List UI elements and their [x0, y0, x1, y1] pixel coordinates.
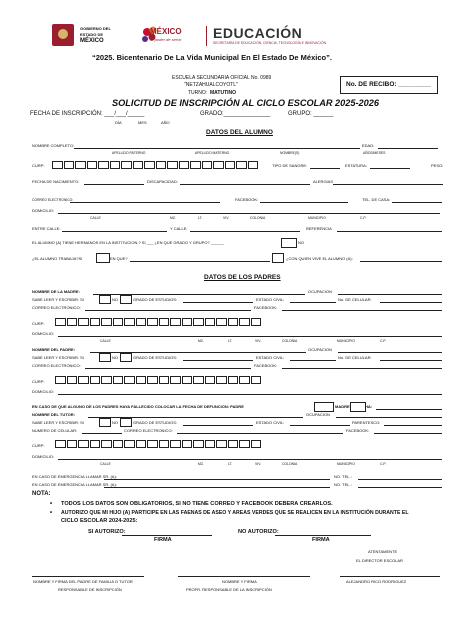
firma-si-label: FIRMA: [154, 537, 172, 543]
tutor-civil-line[interactable]: [290, 425, 350, 426]
turno-label: TURNO:: [188, 90, 208, 96]
madre-addr-municipio: MUNICIPIO: [337, 339, 355, 343]
sub-nombres: NOMBRE(S): [280, 151, 300, 155]
nombre-label: NOMBRE COMPLETO:: [32, 143, 75, 148]
curp-cells[interactable]: [52, 161, 259, 169]
nota-item-2-line1: AUTORIZO QUE MI HIJO (A) PARTICIPE EN LAS FAENAS DE ASEO Y AREAS VERDES QUE SE REALICEN EN LA INSTITUCIÓN DURANTE EL: [61, 510, 409, 516]
tutor-label: NOMBRE DEL TUTOR:: [32, 412, 75, 417]
school-quoted: "NETZAHUALCOYOTL": [184, 82, 238, 88]
fallecido-madre-label: MADRE: [335, 404, 350, 409]
sig2-label-1: NOMBRE Y FIRMA: [222, 579, 257, 584]
sig2-line[interactable]: [178, 576, 310, 577]
tutor-curp-cells[interactable]: [55, 440, 262, 448]
addr-calle: CALLE: [90, 216, 101, 220]
madre-addr-mz: MZ.: [198, 339, 204, 343]
referencia-label: REFERENCIA: [306, 226, 332, 231]
facebook-line[interactable]: [260, 202, 348, 203]
trabaja-si-box[interactable]: [96, 253, 110, 263]
madre-addr-colonia: COLONIA: [282, 339, 298, 343]
sangre-label: TIPO DE SANGRE:: [272, 163, 308, 168]
madre-grado-label: GRADO DE ESTUDIOS:: [133, 297, 178, 302]
tutor-addr-municipio: MUNICIPIO: [337, 462, 355, 466]
padre-correo-line[interactable]: [85, 368, 251, 369]
tutor-ocupacion-line[interactable]: [336, 417, 442, 418]
nombre-line[interactable]: [74, 148, 360, 149]
recibo-label: No. DE RECIBO: _________: [346, 81, 431, 88]
madre-leer-no-box[interactable]: [120, 295, 132, 304]
hermanos-question: EL ALUMNO (A) TIENE HERMANOS EN LA INSTITUCION ? SI ___ ¿EN QUE GRADO Y GRUPO? ______: [32, 240, 225, 245]
entre-line[interactable]: [62, 231, 167, 232]
tutor-grado-line[interactable]: [183, 425, 253, 426]
alergias-label: ALERGIAS: [313, 179, 334, 184]
padre-leer-no-box[interactable]: [120, 353, 132, 362]
sig1-label-1: NOMBRE Y FIRMA DEL PADRE DE FAMILIA O TUTOR: [33, 579, 133, 584]
si-autorizo-line[interactable]: [122, 535, 212, 536]
tel-casa-label: TEL. DE CASA:: [362, 197, 391, 202]
padre-curp-label: CURP:: [32, 379, 45, 384]
padre-grado-label: GRADO DE ESTUDIOS:: [133, 355, 178, 360]
nota-bullet-1: •: [50, 501, 53, 507]
sangre-line[interactable]: [310, 168, 340, 169]
padre-domicilio-line[interactable]: [58, 394, 442, 395]
edad-line[interactable]: [378, 148, 438, 149]
tutor-correo-label: CORREO ELECTRONICO:: [124, 428, 173, 433]
emergencia1-tel-line[interactable]: [358, 479, 442, 480]
trabaja-no-box[interactable]: [272, 253, 284, 263]
anio-label: AÑO: [161, 120, 170, 125]
madre-curp-cells[interactable]: [55, 318, 262, 326]
trabaja-question: ¿EL ALUMNO TRABAJA?SI: [32, 256, 83, 261]
madre-curp-label: CURP:: [32, 321, 45, 326]
padre-leer-label: SABE LEER Y ESCRIBIR: SI: [32, 355, 84, 360]
addr-lt: LT.: [198, 216, 203, 220]
discapacidad-label: DISCAPACIDAD:: [147, 179, 178, 184]
nota-bullet-2: •: [50, 510, 53, 516]
school-name: ESCUELA SECUNDARIA OFICIAL No. 0989: [172, 75, 272, 81]
fallecido-ha-line[interactable]: [376, 409, 442, 410]
tutor-leer-si-box[interactable]: [99, 418, 111, 427]
padre-curp-cells[interactable]: [55, 376, 262, 384]
madre-addr-cp: C.P.: [380, 339, 387, 343]
entre-label: ENTRE CALLE:: [32, 226, 61, 231]
y-calle-label: Y CALLE:: [170, 226, 188, 231]
form-title: SOLICITUD DE INSCRIPCIÓN AL CICLO ESCOLAR 2025-2026: [112, 98, 379, 108]
motto: “2025. Bicentenario De La Vida Municipal En El Estado De México”.: [92, 53, 332, 62]
edu-subtitle: SECRETARÍA DE EDUCACIÓN, CIENCIA, TECNOLOGÍA E INNOVACIÓN: [213, 41, 327, 45]
fallecido-padre-box[interactable]: [314, 402, 334, 412]
en-que-label: EN QUE?: [110, 256, 128, 261]
tutor-addr-viv: VIV.: [255, 462, 262, 466]
mexico-logo-text: MÉXICO: [150, 27, 182, 36]
tutor-leer-no-box[interactable]: [120, 418, 132, 427]
alergias-line[interactable]: [333, 184, 443, 185]
madre-grado-line[interactable]: [183, 302, 253, 303]
padre-civil-label: ESTADO CIVIL:: [256, 355, 285, 360]
tutor-ocupacion-label: OCUPACION: [306, 412, 330, 417]
director-label: EL DIRECTOR ESCOLAR: [356, 558, 403, 563]
padre-facebook-label: FACEBOOK:: [254, 363, 278, 368]
madre-facebook-line[interactable]: [282, 310, 442, 311]
padre-domicilio-label: DOMICILIO:: [32, 389, 55, 394]
fallecido-madre-box[interactable]: [350, 402, 366, 412]
nacimiento-line[interactable]: [84, 184, 144, 185]
madre-addr-viv: VIV.: [255, 339, 262, 343]
madre-label: NOMBRE DE LA MADRE:: [32, 289, 80, 294]
con-quien-line[interactable]: [360, 261, 442, 262]
sig3-label: ALEJANDRO RICO RODRIGUEZ: [346, 579, 407, 584]
padre-facebook-line[interactable]: [282, 368, 442, 369]
emergencia1-label: EN CASO DE EMERGENCIA LLAMAR SR. (A):: [32, 474, 117, 479]
madre-correo-label: CORREO ELECTRONICO:: [32, 305, 81, 310]
discapacidad-line[interactable]: [180, 184, 310, 185]
madre-domicilio-label: DOMICILIO:: [32, 331, 55, 336]
tutor-facebook-line[interactable]: [374, 433, 442, 434]
si-autorizo-label: SI AUTORIZO:: [88, 529, 126, 535]
domicilio-label: DOMICILIO:: [32, 208, 55, 213]
tutor-leer-label: SABE LEER Y ESCRIBIR: SI: [32, 420, 84, 425]
padre-leer-si-box[interactable]: [99, 353, 111, 362]
madre-celular-label: No. DE CELULAR:: [338, 297, 372, 302]
tutor-domicilio-label: DOMICILIO:: [32, 454, 55, 459]
tutor-civil-label: ESTADO CIVIL:: [256, 420, 285, 425]
gob-line2: ESTADO DE: [80, 32, 104, 37]
peso-label: PESO:: [431, 163, 444, 168]
fallecido-label: EN CASO DE QUE ALGUNO DE LOS PADRES HAYA FALLECIDO COLOCAR LA FECHA DE DEFUNCION: PADRE: [32, 404, 244, 409]
emergencia2-tel-line[interactable]: [358, 487, 442, 488]
padre-no-label: NO: [112, 355, 118, 360]
curp-label: CURP:: [32, 163, 45, 168]
madre-ocupacion-label: OCUPACION: [308, 289, 332, 294]
sub-materno: APELLIDO MATERNO: [195, 151, 230, 155]
padres-heading: DATOS DE LOS PADRES: [204, 274, 281, 281]
edu-title: EDUCACIÓN: [213, 25, 303, 41]
sig1-label-2: RESPONSABLE DE INSCRIPCIÓN: [58, 587, 122, 592]
hermanos-no-label: NO: [298, 240, 304, 245]
addr-viv: VIV.: [223, 216, 230, 220]
padre-ocupacion-line[interactable]: [338, 352, 442, 353]
atentamente-label: ATENTAMENTE: [368, 549, 398, 554]
addr-cp: C.P.: [360, 216, 367, 220]
padre-grado-line[interactable]: [183, 360, 253, 361]
emergencia2-label: EN CASO DE EMERGENCIA LLAMAR SR. (A):: [32, 482, 117, 487]
y-calle-line[interactable]: [190, 231, 300, 232]
turno-value: MATUTINO: [210, 90, 237, 96]
tutor-addr-calle: CALLE: [100, 462, 111, 466]
nota-item-1: TODOS LOS DATOS SON OBLIGATORIOS, SI NO TIENE CORREO Y FACEBOOK DEBERA CREARLOS.: [61, 501, 333, 507]
padre-civil-line[interactable]: [290, 360, 336, 361]
mes-label: MES: [138, 120, 147, 125]
no-autorizo-line[interactable]: [275, 535, 371, 536]
madre-no-label: NO: [112, 297, 118, 302]
madre-addr-calle: CALLE: [100, 339, 111, 343]
sig3-line[interactable]: [340, 576, 440, 577]
emergencia1-line[interactable]: [104, 479, 330, 480]
referencia-line[interactable]: [337, 231, 442, 232]
fecha-inscripcion[interactable]: FECHA DE INSCRIPCIÓN: ___/___/_____: [30, 111, 145, 117]
padre-label: NOMBRE DEL PADRE:: [32, 347, 75, 352]
fallecido-ha-label: HA:: [365, 404, 373, 409]
madre-celular-line[interactable]: [380, 302, 442, 303]
firma-no-label: FIRMA: [312, 537, 330, 543]
gob-line3: MÉXICO: [80, 38, 104, 44]
emergencia2-tel-label: NO. TEL.:: [334, 482, 352, 487]
correo-line[interactable]: [70, 202, 220, 203]
addr-mz: MZ.: [170, 216, 176, 220]
hermanos-no-box[interactable]: [281, 238, 297, 248]
grupo-field[interactable]: GRUPO: ______: [288, 111, 334, 117]
madre-leer-si-box[interactable]: [99, 295, 111, 304]
edad-label: EDAD:: [362, 143, 375, 148]
tutor-no-label: NO: [112, 420, 118, 425]
madre-leer-label: SABE LEER Y ESCRIBIR: SI: [32, 297, 84, 302]
facebook-label: FACEBOOK:: [235, 197, 259, 202]
tutor-correo-line[interactable]: [177, 433, 343, 434]
domicilio-line[interactable]: [58, 213, 440, 214]
madre-addr-lt: LT.: [228, 339, 233, 343]
padre-correo-label: CORREO ELECTRONICO:: [32, 363, 81, 368]
tutor-domicilio-line[interactable]: [58, 459, 442, 460]
dia-label: DÍA: [115, 120, 122, 125]
addr-colonia: COLONIA: [250, 216, 266, 220]
mexico-tagline: El poder de servir: [150, 37, 182, 42]
nota-label: NOTA:: [32, 491, 51, 497]
tutor-addr-colonia: COLONIA: [282, 462, 298, 466]
tutor-addr-mz: MZ.: [198, 462, 204, 466]
madre-facebook-label: FACEBOOK:: [254, 305, 278, 310]
emergencia2-line[interactable]: [104, 487, 330, 488]
en-que-line[interactable]: [130, 261, 270, 262]
con-quien-label: ¿CON QUIEN VIVE EL ALUMNO (A):: [286, 256, 353, 261]
padre-ocupacion-label: OCUPACION: [308, 347, 332, 352]
addr-municipio: MUNICIPIO: [308, 216, 326, 220]
tutor-grado-label: GRADO DE ESTUDIOS:: [133, 420, 178, 425]
madre-domicilio-line[interactable]: [58, 336, 442, 337]
tutor-curp-label: CURP:: [32, 443, 45, 448]
gob-line1: GOBIERNO DEL: [80, 26, 111, 31]
recibo-box[interactable]: [340, 76, 438, 94]
no-autorizo-label: NO AUTORIZO:: [238, 529, 279, 535]
tutor-parentesco-line[interactable]: [384, 425, 442, 426]
padre-celular-line[interactable]: [380, 360, 442, 361]
nota-item-2-line2: CICLO ESCOLAR 2024-2025:: [61, 518, 138, 524]
alumno-heading: DATOS DEL ALUMNO: [206, 129, 273, 136]
tutor-facebook-label: FACEBOOK:: [346, 428, 370, 433]
header-divider: [206, 26, 207, 46]
nacimiento-label: FECHA DE NACIMIENTO:: [32, 179, 80, 184]
madre-correo-line[interactable]: [85, 310, 251, 311]
tutor-addr-lt: LT.: [228, 462, 233, 466]
tutor-celular-line[interactable]: [82, 433, 122, 434]
madre-civil-label: ESTADO CIVIL:: [256, 297, 285, 302]
madre-civil-line[interactable]: [290, 302, 336, 303]
sig2-label-2: PROFR. RESPONSABLE DE LA INSCRIPCIÓN: [186, 587, 272, 592]
tutor-addr-cp: C.P.: [380, 462, 387, 466]
sub-paterno: APELLIDO PATERNO: [112, 151, 146, 155]
tutor-parentesco-label: PARENTESCO:: [352, 420, 381, 425]
madre-ocupacion-line[interactable]: [338, 294, 442, 295]
tel-casa-line[interactable]: [392, 202, 442, 203]
coat-of-arms-icon: [52, 24, 74, 46]
estatura-line[interactable]: [370, 168, 410, 169]
tutor-celular-label: NUMERO DE CELULAR:: [32, 428, 78, 433]
emergencia1-tel-label: NO. TEL.:: [334, 474, 352, 479]
grado-field[interactable]: GRADO:______________: [200, 111, 271, 117]
sub-anios: AÑOS/MESES: [363, 151, 386, 155]
sig1-line[interactable]: [32, 576, 144, 577]
estatura-label: ESTATURA:: [345, 163, 367, 168]
correo-label: CORREO ELECTRONICO:: [32, 198, 74, 202]
padre-celular-label: No. DE CELULAR:: [338, 355, 372, 360]
